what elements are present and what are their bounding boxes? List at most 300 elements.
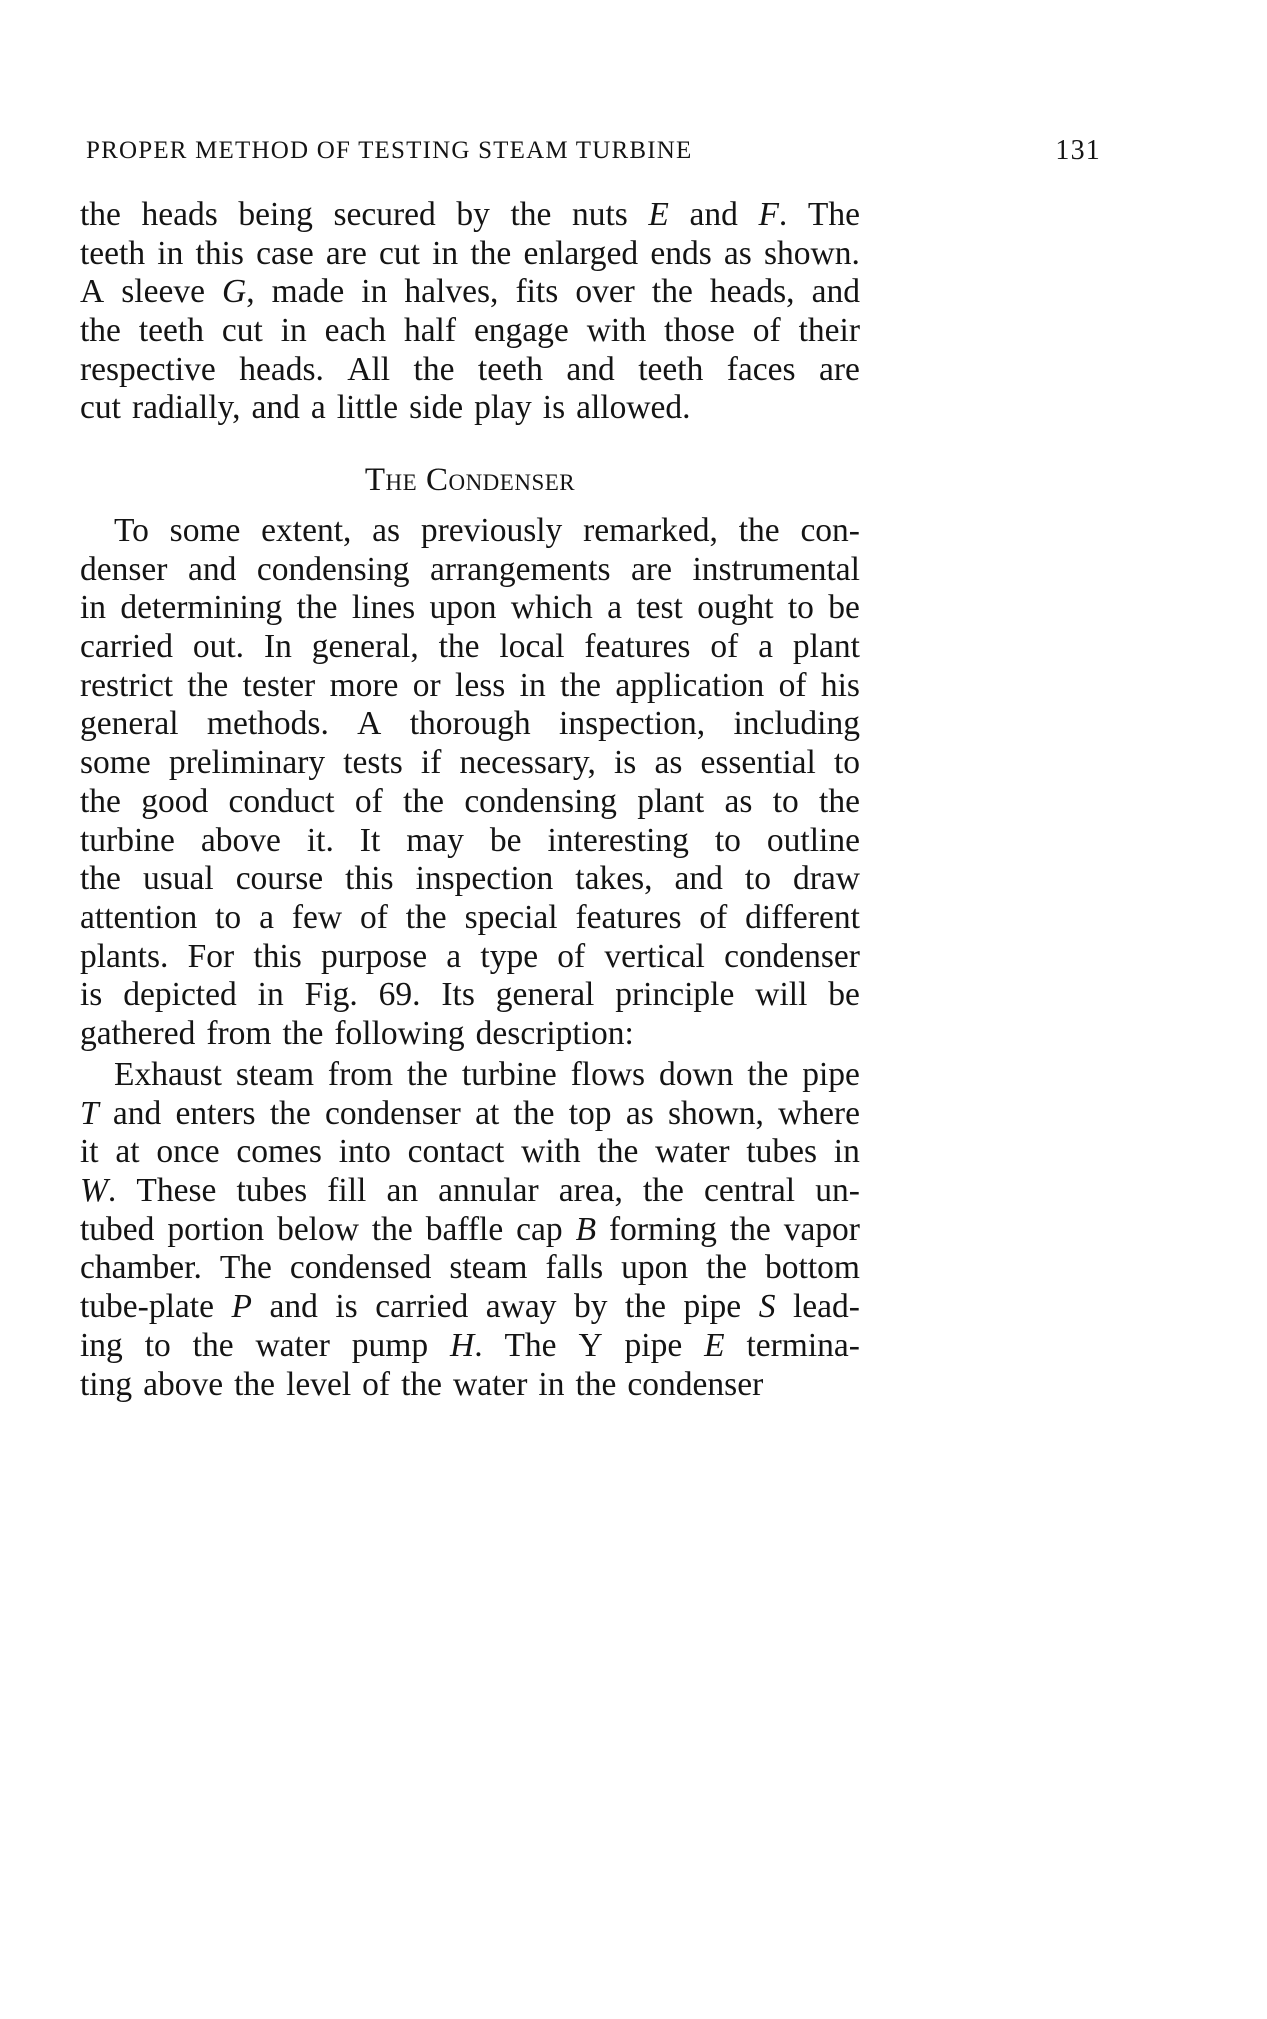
word: it. [306, 821, 334, 859]
word: lines [351, 589, 416, 627]
word: steam [449, 1249, 528, 1287]
word: fill [327, 1172, 367, 1210]
word: pipe [683, 1288, 742, 1326]
word: in [833, 1133, 860, 1171]
word: area, [558, 1172, 623, 1210]
word: of [752, 312, 781, 350]
word: carried [375, 1288, 469, 1326]
text-line [80, 976, 860, 1015]
word: the [706, 1249, 748, 1287]
word: the [625, 1288, 666, 1326]
word: by [574, 1288, 608, 1326]
word: level [286, 1365, 352, 1403]
word: the [403, 782, 445, 820]
word: instrumental [692, 550, 860, 588]
word: upon [429, 589, 497, 627]
text-line [80, 273, 860, 312]
word: W. [80, 1172, 117, 1210]
word: condenser [627, 1365, 764, 1403]
word: condensing [256, 550, 410, 588]
word: be [828, 589, 860, 627]
text-line [80, 1095, 860, 1134]
word: pipe [624, 1326, 683, 1364]
word: gathered [80, 1014, 196, 1052]
word: the [80, 782, 121, 820]
word: once [156, 1133, 220, 1171]
word: condensed [289, 1249, 432, 1287]
word: the [296, 589, 338, 627]
text-line [80, 1172, 860, 1211]
word: and [112, 1094, 162, 1132]
word: essential [700, 744, 816, 782]
word: of [778, 666, 807, 704]
word: half [403, 312, 457, 350]
word: and [674, 860, 723, 898]
word: plants. [80, 937, 169, 975]
word: the [642, 1172, 684, 1210]
text-line [80, 1366, 860, 1405]
word: The [219, 1249, 272, 1287]
word: 69. [378, 976, 421, 1014]
word: ting [80, 1365, 133, 1403]
text-line [80, 351, 860, 390]
word: shown, [668, 1094, 764, 1132]
word: un- [815, 1172, 860, 1210]
word: of [710, 628, 739, 666]
word: lead- [793, 1288, 860, 1326]
word: the [406, 1056, 448, 1093]
word: the [819, 782, 860, 820]
text-line [80, 1133, 860, 1172]
word: in [80, 589, 107, 627]
text-line [80, 196, 860, 235]
word: is [542, 389, 566, 427]
word: pipe [802, 1056, 860, 1093]
word: draw [792, 860, 860, 898]
word: general, [311, 628, 419, 666]
text-line [80, 1211, 860, 1250]
text-line [80, 628, 860, 667]
word: the [470, 234, 512, 272]
word: takes, [575, 860, 653, 898]
word: may [406, 821, 464, 859]
word: determining [120, 589, 283, 627]
word: to [744, 860, 771, 898]
word: in [257, 976, 284, 1014]
word: bottom [765, 1249, 860, 1287]
word: cut [80, 389, 121, 427]
word: being [238, 196, 313, 233]
word: is [335, 1288, 358, 1326]
word: ing [80, 1326, 123, 1364]
word: the [401, 1365, 443, 1403]
word: upon [621, 1249, 689, 1287]
word: and [251, 389, 300, 427]
word: cut [221, 312, 263, 350]
word: as [724, 782, 753, 820]
word: methods. [206, 705, 329, 743]
word: case [256, 234, 314, 272]
word: or [412, 666, 441, 704]
word: with [586, 312, 647, 350]
word: enters [175, 1094, 256, 1132]
word: remarked, [583, 512, 718, 549]
word: the [80, 312, 121, 350]
word: top [568, 1094, 612, 1132]
word: con- [800, 512, 860, 549]
word: For [187, 937, 235, 975]
word: in [432, 234, 459, 272]
word: comes [236, 1133, 322, 1171]
word: fits [515, 273, 559, 311]
word: carried [80, 628, 173, 666]
word: principle [615, 976, 735, 1014]
text-line [80, 235, 860, 274]
word: usual [142, 860, 214, 898]
paragraph-2 [80, 512, 860, 1054]
word: more [329, 666, 399, 704]
word: the [192, 1326, 234, 1364]
word: away [485, 1288, 557, 1326]
word: is [80, 976, 103, 1014]
word: water [255, 1326, 330, 1364]
word: to [787, 589, 814, 627]
word: inspection [415, 860, 554, 898]
word: water [655, 1133, 730, 1171]
word: some [80, 744, 151, 782]
word: in [280, 312, 307, 350]
word: teeth [80, 234, 146, 272]
word: the [575, 1365, 617, 1403]
word: T [80, 1094, 99, 1132]
word: nuts [571, 196, 628, 233]
word: Y [578, 1326, 603, 1364]
word: into [338, 1133, 391, 1171]
word: above [200, 821, 281, 859]
word: to [772, 782, 799, 820]
text-line [80, 744, 860, 783]
word: chamber. [80, 1249, 202, 1287]
word: are [818, 350, 860, 388]
word: the [282, 1014, 324, 1052]
word: extent, [261, 512, 352, 549]
paragraph-3 [80, 1056, 860, 1404]
text-line [80, 512, 860, 551]
word: forming [608, 1210, 717, 1248]
word: at [115, 1133, 140, 1171]
word: radially, [131, 389, 241, 427]
word: plant [792, 628, 860, 666]
word: where [778, 1094, 860, 1132]
word: falls [545, 1249, 604, 1287]
word: outline [766, 821, 860, 859]
word: These [136, 1172, 217, 1210]
word: the [413, 350, 455, 388]
word: play [474, 389, 532, 427]
word: inspection, [559, 705, 706, 743]
word: made [271, 273, 345, 311]
word: and [689, 196, 738, 233]
word: as [625, 1094, 654, 1132]
section-heading: The Condenser [364, 462, 576, 498]
word: less [455, 666, 506, 704]
word: below [277, 1210, 359, 1248]
word: is [613, 744, 637, 782]
word: engage [473, 312, 569, 350]
word: which [510, 589, 593, 627]
word: central [703, 1172, 796, 1210]
word: B [575, 1210, 597, 1248]
word: ends [650, 234, 712, 272]
word: from [327, 1056, 394, 1093]
word: tubes [236, 1172, 308, 1210]
word: as [723, 234, 752, 272]
word: different [745, 898, 860, 936]
text-line [80, 822, 860, 861]
word: heads [141, 196, 218, 233]
word: conduct [228, 782, 335, 820]
word: baffle [425, 1210, 504, 1248]
word: this [195, 234, 244, 272]
word: with [521, 1133, 581, 1171]
word: a [310, 389, 326, 427]
text-line [80, 667, 860, 706]
word: a [259, 898, 274, 936]
word: vapor [783, 1210, 860, 1248]
word: the [729, 1210, 771, 1248]
word: teeth [138, 312, 204, 350]
word: halves, [404, 273, 499, 311]
word: by [456, 196, 490, 233]
word: of [359, 898, 388, 936]
word: the [510, 196, 552, 233]
text-line [80, 705, 860, 744]
word: A [357, 705, 382, 743]
word: description: [475, 1014, 634, 1052]
word: the [651, 273, 693, 311]
word: those [664, 312, 735, 350]
word: E [648, 196, 669, 233]
text-line [80, 938, 860, 977]
word: a [758, 628, 773, 666]
word: flows [570, 1056, 646, 1093]
word: application [615, 666, 765, 704]
word: the [747, 1056, 789, 1093]
word: condenser [724, 937, 860, 975]
word: a [607, 589, 622, 627]
word: annular [438, 1172, 539, 1210]
word: this [345, 860, 394, 898]
text-line [80, 1249, 860, 1288]
word: tube-plate [80, 1288, 214, 1326]
word: in [361, 273, 388, 311]
word: condenser [325, 1094, 461, 1132]
word: A [80, 273, 105, 311]
word: the [80, 860, 121, 898]
word: enlarged [523, 234, 639, 272]
page-number: 131 [1055, 135, 1101, 166]
word: it [80, 1133, 99, 1171]
word: be [489, 821, 522, 859]
word: H. [449, 1326, 483, 1364]
word: S [758, 1288, 776, 1326]
word: the [80, 196, 121, 233]
word: to [144, 1326, 171, 1364]
text-line [80, 1288, 860, 1327]
word: termina- [746, 1326, 860, 1364]
word: teeth [477, 350, 543, 388]
word: preliminary [168, 744, 326, 782]
word: their [798, 312, 860, 350]
text-line [80, 899, 860, 938]
word: an [386, 1172, 419, 1210]
word: in [157, 234, 184, 272]
word: and [566, 350, 615, 388]
word: and [187, 550, 237, 588]
word: cut [379, 234, 420, 272]
word: allowed. [576, 389, 691, 427]
running-head-title: PROPER METHOD OF TESTING STEAM TURBINE [86, 137, 693, 164]
word: The [504, 1326, 557, 1364]
word: good [141, 782, 209, 820]
word: pump [351, 1326, 429, 1364]
word: few [291, 898, 343, 936]
word: turbine [461, 1056, 557, 1093]
text-line [80, 551, 860, 590]
text-line [80, 860, 860, 899]
word: the [371, 1210, 413, 1248]
word: cap [516, 1210, 563, 1248]
word: heads, [709, 273, 795, 311]
word: local [499, 628, 565, 666]
word: little [336, 389, 399, 427]
word: previously [420, 512, 563, 549]
word: special [464, 898, 558, 936]
word: arrangements [430, 550, 611, 588]
word: the [405, 898, 447, 936]
word: a [446, 937, 462, 975]
word: features [575, 898, 682, 936]
word: and [811, 273, 860, 311]
word: are [325, 234, 367, 272]
word: to [714, 821, 741, 859]
word: as [372, 512, 401, 549]
word: are [631, 550, 672, 588]
word: in [519, 666, 546, 704]
word: of [354, 782, 383, 820]
word: the [187, 666, 229, 704]
word: faces [726, 350, 796, 388]
word: tests [343, 744, 403, 782]
word: following [334, 1014, 465, 1052]
word: denser [80, 550, 168, 588]
word: steam [235, 1056, 314, 1093]
word: contact [407, 1133, 505, 1171]
word: depicted [123, 976, 237, 1014]
word: interesting [547, 821, 689, 859]
word: the [513, 1094, 555, 1132]
word: to [833, 744, 860, 782]
word: the [438, 628, 480, 666]
word: if [420, 744, 442, 782]
word: water [453, 1365, 528, 1403]
word: plant [637, 782, 705, 820]
word: the [738, 512, 780, 549]
word: out. [192, 628, 245, 666]
word: restrict [80, 666, 174, 704]
word: All [347, 350, 391, 388]
word: attention [80, 898, 198, 936]
word: to [215, 898, 242, 936]
word: tubes [746, 1133, 818, 1171]
word: be [828, 976, 860, 1014]
word: general [495, 976, 595, 1014]
word: type [480, 937, 539, 975]
word: shown. [764, 234, 860, 272]
word: In [263, 628, 292, 666]
word: general [80, 705, 179, 743]
word: at [475, 1094, 500, 1132]
paragraph-1 [80, 196, 860, 428]
word: E [704, 1326, 725, 1364]
text-line [80, 389, 860, 428]
word: some [169, 512, 241, 549]
word: F. [758, 196, 788, 233]
word: To [114, 512, 149, 549]
word: secured [333, 196, 436, 233]
word: test [636, 589, 683, 627]
word: Fig. [304, 976, 358, 1014]
word: tester [242, 666, 316, 704]
word: side [409, 389, 464, 427]
word: G, [222, 273, 255, 311]
word: features [584, 628, 691, 666]
word: as [654, 744, 683, 782]
text-line [80, 1056, 860, 1095]
word: the [234, 1365, 276, 1403]
text-line [80, 589, 860, 628]
word: course [235, 860, 324, 898]
word: the [269, 1094, 311, 1132]
word: the [597, 1133, 639, 1171]
text-line [80, 783, 860, 822]
word: turbine [80, 821, 175, 859]
word: of [557, 937, 586, 975]
word: each [324, 312, 387, 350]
word: of [699, 898, 728, 936]
word: vertical [604, 937, 705, 975]
word: It [359, 821, 381, 859]
word: The [807, 196, 860, 233]
word: purpose [321, 937, 428, 975]
word: from [206, 1014, 272, 1052]
word: condensing [464, 782, 617, 820]
word: heads. [239, 350, 324, 388]
word: sleeve [121, 273, 205, 311]
text-line [80, 1327, 860, 1366]
word: respective [80, 350, 216, 388]
text-line [80, 312, 860, 351]
word: teeth [638, 350, 704, 388]
word: will [755, 976, 808, 1014]
word: portion [167, 1210, 265, 1248]
word: the [560, 666, 602, 704]
word: down [659, 1056, 734, 1093]
word: Exhaust [114, 1056, 222, 1093]
word: and [269, 1288, 318, 1326]
word: in [538, 1365, 565, 1403]
word: his [820, 666, 860, 704]
